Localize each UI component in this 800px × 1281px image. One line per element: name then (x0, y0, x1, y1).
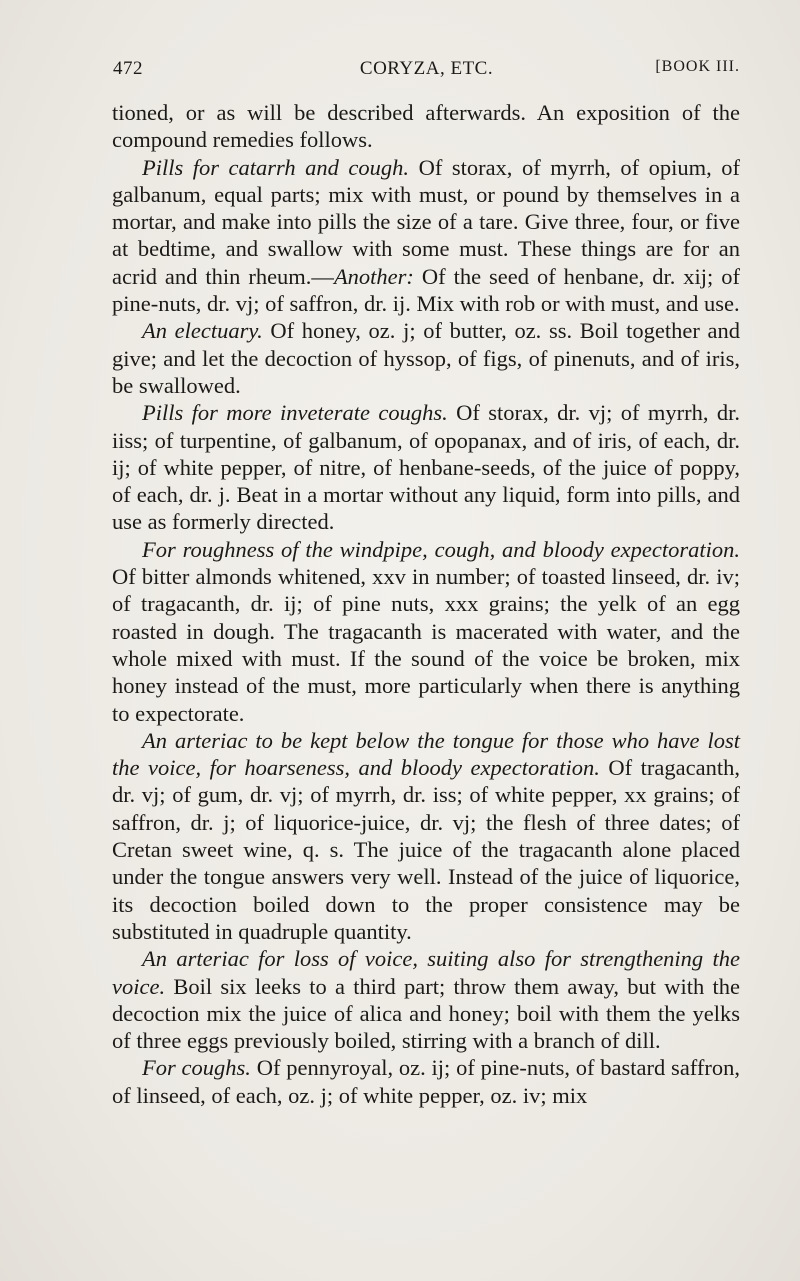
page-number: 472 (113, 58, 143, 79)
paragraph-electuary (112, 317, 740, 399)
paragraph-heading: An electuary. (142, 318, 263, 344)
page-header (113, 58, 740, 88)
paragraph-heading: Pills for catarrh and cough. (142, 154, 410, 180)
paragraph-body-rest: Of the seed of henbane, dr. xij; of pine-nuts, dr. vj; of saffron, dr. ij. Mix with rob or with must, and use. (112, 263, 740, 317)
paragraph-subheading: Another: (333, 263, 414, 289)
paragraph-continuation (112, 99, 740, 154)
paragraph-heading: For roughness of the windpipe, cough, and bloody expectoration. (142, 536, 740, 562)
paragraph-arteriac-voice (112, 945, 740, 1054)
paragraph-body: Of storax, dr. vj; of myrrh, dr. iiss; of turpentine, of galbanum, of opopanax, and of iris, of each, dr. ij; of white pepper, of nitre, of henbane-seeds, of the juice of poppy, of each, dr. j. Beat in a mortar without any liquid, form into pills, and use as formerly directed. (112, 400, 740, 535)
paragraph-inveterate-coughs (112, 399, 740, 535)
body-text (112, 99, 740, 1109)
running-title: CORYZA, ETC. (359, 58, 494, 79)
paragraph-body: Of bitter almonds whitened, xxv in number; of toasted linseed, dr. iv; of tragacanth, dr. ij; of pine nuts, xxx grains; the yelk of an egg roasted in dough. The tragacanth is macerated with water, and the whole mixed with must. If the sound of the voice be broken, mix honey instead of the must, more particularly when there is anything to expectorate. (112, 564, 740, 726)
paragraph-heading: For coughs. (142, 1055, 251, 1081)
paragraph-body: Of honey, oz. j; of butter, oz. ss. Boil together and give; and let the decoction of hyssop, of figs, of pinenuts, and of iris, be swallowed. (112, 318, 740, 398)
paragraph-body: Boil six leeks to a third part; throw them away, but with the decoction mix the juice of alica and honey; boil with them the yelks of three eggs previously boiled, stirring with a branch of dill. (112, 973, 740, 1054)
paragraph-coughs (112, 1054, 740, 1109)
paragraph-windpipe (112, 536, 740, 727)
paragraph-pills-catarrh (112, 154, 740, 318)
book-marker: [BOOK III. (655, 58, 740, 75)
paragraph-arteriac-tongue (112, 727, 740, 945)
paragraph-body: Of tragacanth, dr. vj; of gum, dr. vj; of myrrh, dr. iss; of white pepper, xx grains; of saffron, dr. j; of liquorice-juice, dr. vj; the flesh of three dates; of Cretan sweet wine, q. s. The juice of the tragacanth alone placed under the tongue answers very well. Instead of the juice of liquorice, its decoction boiled down to the proper consistence may be substituted in quadruple quantity. (112, 755, 740, 944)
paragraph-body: Of pennyroyal, oz. ij; of pine-nuts, of bastard saffron, of linseed, of each, oz. j; of white pepper, oz. iv; mix (112, 1055, 740, 1108)
paragraph-body: Of storax, of myrrh, of opium, of galbanum, equal parts; mix with must, or pound by themselves in a mortar, and make into pills the size of a tare. Give three, four, or five at bedtime, and swallow with some must. These things are for an acrid and thin rheum.— (112, 154, 740, 289)
paragraph-body: tioned, or as will be described afterwards. An exposition of the compound remedies follows. (112, 100, 740, 153)
paragraph-heading: Pills for more inveterate coughs. (142, 400, 448, 426)
paragraph-heading: An arteriac for loss of voice, suiting also for strengthening the voice. (112, 946, 740, 999)
paragraph-heading: An arteriac to be kept below the tongue for those who have lost the voice, for hoarseness, and bloody expectoration. (112, 727, 740, 781)
